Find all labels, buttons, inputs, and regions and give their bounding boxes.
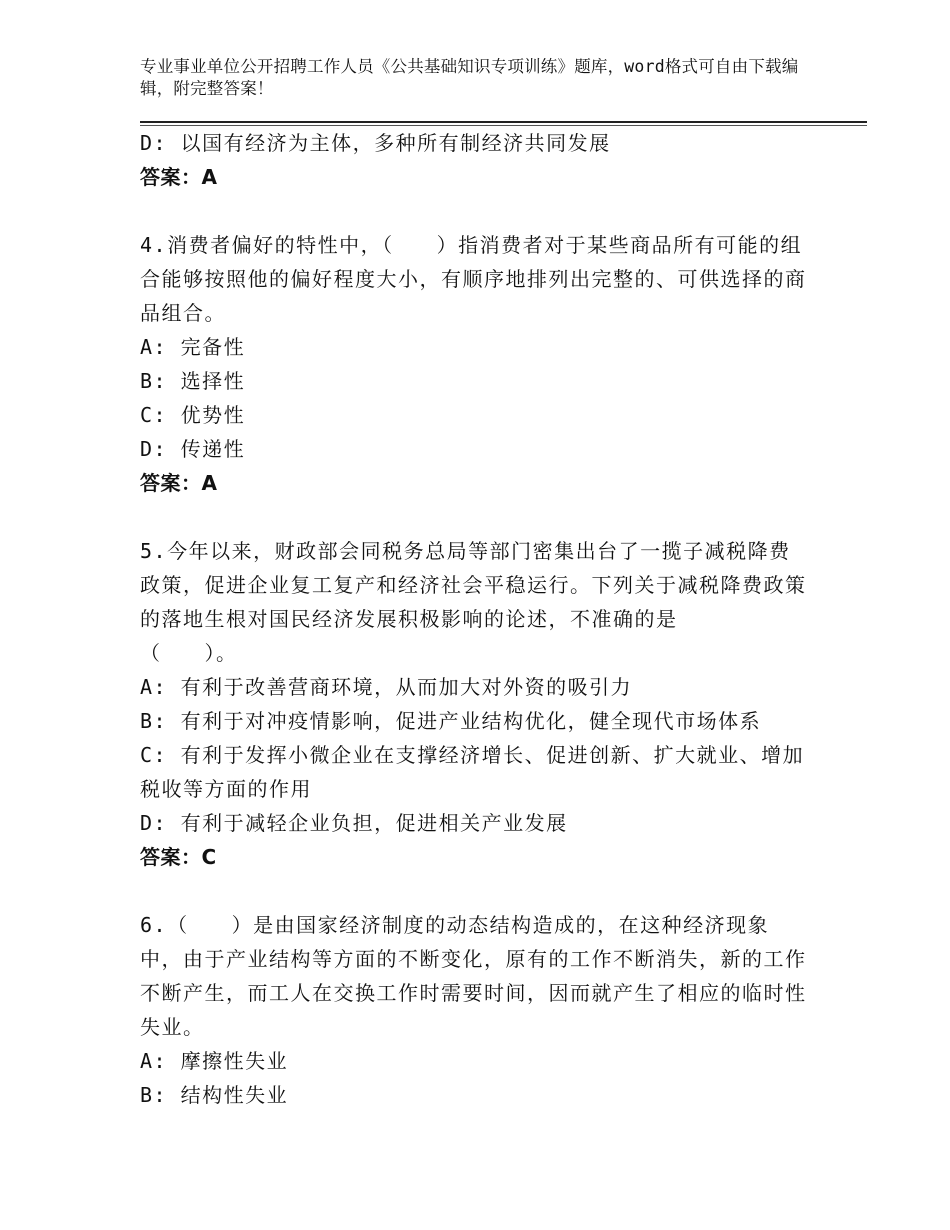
q6-stem: 6.（ ）是由国家经济制度的动态结构造成的，在这种经济现象中，由于产业结构等方面的不断变化，原有的工作不断消失，新的工作不断产生，而工人在交换工作时需要时间，因而就产生了相应的临时性失业。	[140, 913, 807, 1039]
q5-option-d: D: 有利于减轻企业负担，促进相关产业发展	[140, 811, 568, 835]
q5-option-a: A: 有利于改善营商环境，从而加大对外资的吸引力	[140, 675, 633, 699]
document-header: 专业事业单位公开招聘工作人员《公共基础知识专项训练》题库，word格式可自由下载编辑，附完整答案！	[140, 57, 799, 98]
q6-option-a: A: 摩擦性失业	[140, 1049, 289, 1073]
q5-stem-tail: （ ）。	[140, 641, 238, 665]
q4-answer: 答案：A	[140, 471, 218, 495]
q4-stem: 4.消费者偏好的特性中，（ ）指消费者对于某些商品所有可能的组合能够按照他的偏好程度大小，有顺序地排列出完整的、可供选择的商品组合。	[140, 233, 807, 325]
spacer	[140, 874, 810, 908]
q6-option-b: B: 结构性失业	[140, 1083, 289, 1107]
question-content	[140, 126, 810, 1112]
spacer	[140, 194, 810, 228]
q5-stem: 5.今年以来，财政部会同税务总局等部门密集出台了一揽子减税降费政策，促进企业复工复产和经济社会平稳运行。下列关于减税降费政策的落地生根对国民经济发展积极影响的论述，不准确的是	[140, 539, 807, 631]
q4-option-a: A: 完备性	[140, 335, 246, 359]
q5-answer: 答案：C	[140, 845, 217, 869]
q3-option-d: D: 以国有经济为主体，多种所有制经济共同发展	[140, 131, 611, 155]
q4-option-c: C: 优势性	[140, 403, 246, 427]
header-rule-thick	[140, 121, 867, 123]
q5-option-c: C: 有利于发挥小微企业在支撑经济增长、促进创新、扩大就业、增加税收等方面的作用	[140, 743, 805, 801]
spacer	[140, 500, 810, 534]
q5-option-b: B: 有利于对冲疫情影响，促进产业结构优化，健全现代市场体系	[140, 709, 762, 733]
q4-option-b: B: 选择性	[140, 369, 246, 393]
q4-option-d: D: 传递性	[140, 437, 246, 461]
q3-answer: 答案：A	[140, 165, 218, 189]
